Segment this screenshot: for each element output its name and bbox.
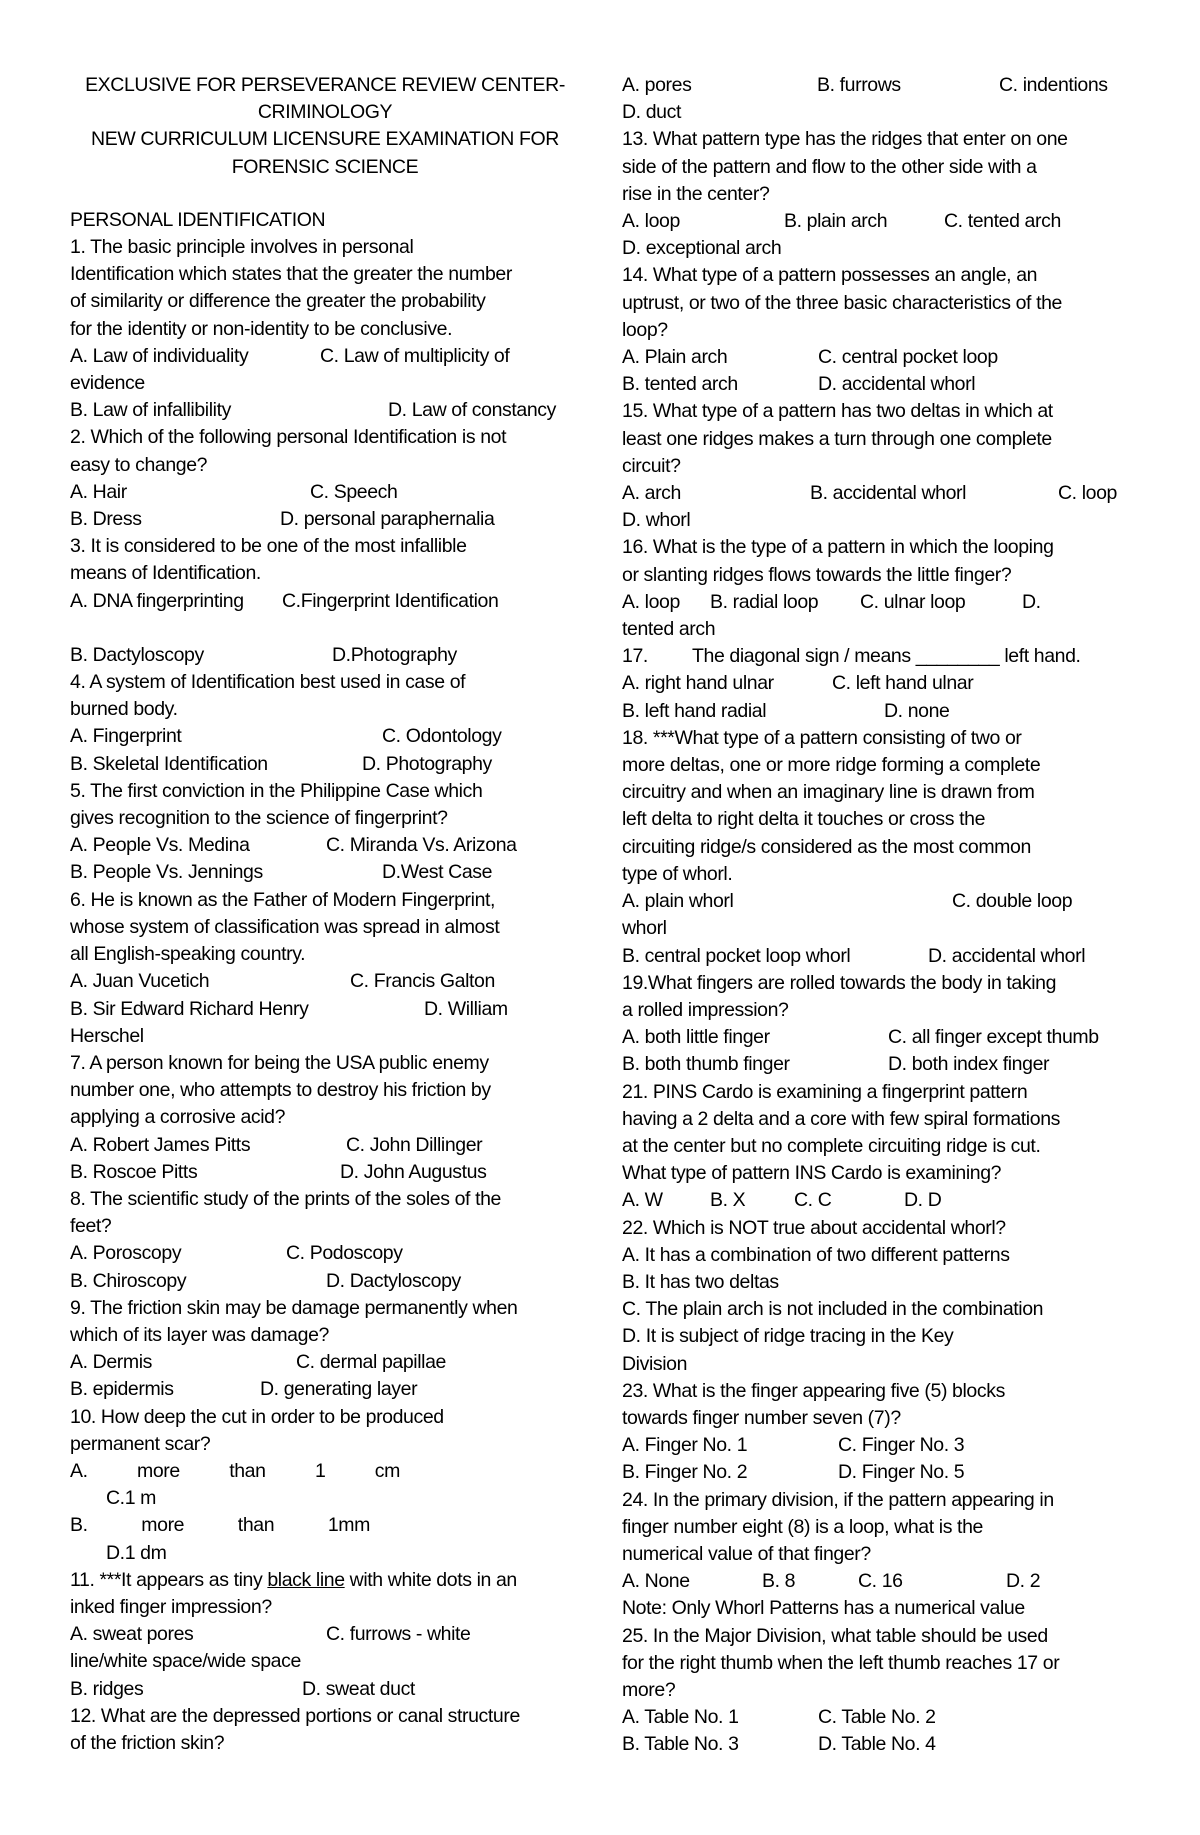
question-text: 12. What are the depressed portions or canal structure <box>70 1704 520 1727</box>
question-text: feet? <box>70 1215 112 1238</box>
choice-c: C. indentions <box>999 74 1108 96</box>
choice-a: A. Dermis <box>70 1351 152 1374</box>
choice-c: C. Law of multiplicity of <box>320 344 510 367</box>
question-text: 21. PINS Cardo is examining a fingerprint pattern <box>622 1080 1028 1103</box>
choice-a: A. DNA fingerprinting <box>70 589 244 612</box>
choice-b: B. central pocket loop whorl <box>622 944 851 967</box>
choice-word: 1mm <box>327 1514 370 1537</box>
question-text: means of Identification. <box>70 562 261 585</box>
question-11 <box>70 1567 580 1703</box>
question-25 <box>622 1623 1127 1759</box>
question-text: least one ridges makes a turn through one complete <box>622 427 1052 450</box>
choice-c: C.1 m <box>106 1487 157 1510</box>
question-text: 3. It is considered to be one of the most infallible <box>70 535 467 558</box>
question-text: 9. The friction skin may be damage permanently when <box>70 1296 518 1319</box>
choice-d: D. Photography <box>362 752 492 775</box>
choice-d: D. accidental whorl <box>818 373 976 396</box>
choice-b <box>70 1512 370 1539</box>
choice-c: C. Miranda Vs. Arizona <box>326 834 517 857</box>
question-text: 8. The scientific study of the prints of the soles of the <box>70 1187 502 1210</box>
choice-a: A. Juan Vucetich <box>70 970 210 993</box>
choice-a: A. Table No. 1 <box>622 1706 739 1729</box>
question-7 <box>70 1050 580 1186</box>
question-text: 18. ***What type of a pattern consisting of two or <box>622 726 1022 749</box>
question-text: The diagonal sign / means ________ left hand. <box>692 645 1081 668</box>
choice-d: D. generating layer <box>260 1378 418 1401</box>
choice-b: B. ridges <box>70 1677 144 1700</box>
question-text: inked finger impression? <box>70 1595 272 1618</box>
left-column <box>70 72 580 1757</box>
question-text: more deltas, one or more ridge forming a complete <box>622 754 1041 777</box>
choice-c: C. Table No. 2 <box>818 1706 936 1729</box>
header-line-4: FORENSIC SCIENCE <box>231 155 419 178</box>
question-text: side of the pattern and flow to the other side with a <box>622 155 1037 178</box>
question-text: 2. Which of the following personal Identification is not <box>70 426 507 449</box>
choice-c-continued: line/white space/wide space <box>70 1650 301 1673</box>
question-text: What type of pattern INS Cardo is examining? <box>622 1162 1002 1185</box>
question-text: easy to change? <box>70 453 208 476</box>
choice-word: cm <box>374 1459 400 1482</box>
question-text: at the center but no complete circuiting ridge is cut. <box>622 1134 1041 1157</box>
choice-a <box>70 1458 400 1485</box>
choice-word: more <box>137 1459 180 1482</box>
question-6 <box>70 887 580 1050</box>
choice-b: B. accidental whorl <box>810 482 967 505</box>
question-text: uptrust, or two of the three basic characteristics of the <box>622 291 1063 314</box>
question-12 <box>70 1703 580 1757</box>
choice-a: A. Law of individuality <box>70 344 249 367</box>
choice-a: A. both little finger <box>622 1026 770 1049</box>
question-text: 6. He is known as the Father of Modern Fingerprint, <box>70 888 496 911</box>
question-text: rise in the center? <box>622 182 770 205</box>
choice-letter: A. <box>70 1459 88 1482</box>
header-line-1: EXCLUSIVE FOR PERSEVERANCE REVIEW CENTER- <box>85 74 565 96</box>
question-text: 24. In the primary division, if the pattern appearing in <box>622 1488 1054 1511</box>
question-text: burned body. <box>70 698 178 721</box>
choice-d: D. Table No. 4 <box>818 1733 936 1756</box>
choice-d: D. personal paraphernalia <box>280 508 495 531</box>
choice-b: B. Skeletal Identification <box>70 752 268 775</box>
question-text: or slanting ridges flows towards the little finger? <box>622 563 1012 586</box>
choice-d: D. 2 <box>1006 1570 1041 1593</box>
choice-d: D. Law of constancy <box>388 399 556 422</box>
choice-a: A. Hair <box>70 480 127 503</box>
choice-d: D. William <box>424 997 508 1020</box>
choice-a-continued: whorl <box>622 917 667 940</box>
choice-word: than <box>237 1514 275 1537</box>
choice-c: C.Fingerprint Identification <box>282 589 499 612</box>
choice-d-continued: Division <box>622 1352 688 1375</box>
choice-b: B. Roscoe Pitts <box>70 1160 198 1183</box>
question-text: for the identity or non-identity to be conclusive. <box>70 317 453 340</box>
choice-c: C. dermal papillae <box>296 1351 446 1374</box>
choice-a: A. loop <box>622 590 680 613</box>
question-text: of the friction skin? <box>70 1731 225 1754</box>
choice-b: B. tented arch <box>622 373 738 396</box>
choice-b: B. Dress <box>70 508 142 531</box>
question-text-start: 11. ***It appears as tiny <box>70 1568 268 1591</box>
question-15 <box>622 398 1127 534</box>
question-14 <box>622 262 1127 398</box>
choice-a: A. Plain arch <box>622 346 728 369</box>
question-text: 7. A person known for being the USA public enemy <box>70 1051 489 1074</box>
choice-b: B. 8 <box>762 1570 796 1593</box>
choice-a: A. W <box>622 1189 663 1212</box>
question-text: 25. In the Major Division, what table should be used <box>622 1624 1048 1647</box>
choice-b: B. It has two deltas <box>622 1270 779 1293</box>
choice-a: A. pores <box>622 74 692 96</box>
choice-d: D. whorl <box>622 509 691 532</box>
question-text: finger number eight (8) is a loop, what is the <box>622 1515 983 1538</box>
choice-a: A. arch <box>622 482 681 505</box>
choice-d-continued: Herschel <box>70 1024 144 1047</box>
choice-d: D. It is subject of ridge tracing in the Key <box>622 1325 954 1348</box>
question-2 <box>70 424 580 533</box>
choice-d: D. John Augustus <box>340 1160 487 1183</box>
choice-c: C. Finger No. 3 <box>838 1434 965 1457</box>
choice-b: B. Finger No. 2 <box>622 1461 748 1484</box>
question-text: 14. What type of a pattern possesses an angle, an <box>622 264 1038 287</box>
question-text: left delta to right delta it touches or cross the <box>622 808 986 831</box>
choice-c: C. tented arch <box>944 210 1061 233</box>
choice-a: A. Finger No. 1 <box>622 1434 748 1457</box>
header-line-2: CRIMINOLOGY <box>257 101 393 124</box>
question-18 <box>622 725 1127 970</box>
question-text: permanent scar? <box>70 1432 211 1455</box>
choice-c: C. loop <box>1058 482 1117 505</box>
choice-a: A. None <box>622 1570 690 1593</box>
choice-c: C. Francis Galton <box>350 970 495 993</box>
question-text: of similarity or difference the greater the probability <box>70 290 486 313</box>
question-text: 16. What is the type of a pattern in which the looping <box>622 536 1054 559</box>
question-text: more? <box>622 1678 676 1701</box>
choice-c: C. furrows - white <box>326 1623 471 1646</box>
question-23 <box>622 1378 1127 1487</box>
question-text: loop? <box>622 318 668 341</box>
question-text: 13. What pattern type has the ridges that enter on one <box>622 128 1068 151</box>
choice-b: B. Law of infallibility <box>70 399 231 422</box>
question-text: 22. Which is NOT true about accidental whorl? <box>622 1216 1006 1239</box>
choice-a: A. plain whorl <box>622 890 734 913</box>
question-text: which of its layer was damage? <box>70 1323 329 1346</box>
choice-c: C. Speech <box>310 480 398 503</box>
question-text: towards finger number seven (7)? <box>622 1406 901 1429</box>
question-21 <box>622 1079 1127 1215</box>
choice-d: D. Finger No. 5 <box>838 1461 965 1484</box>
question-16 <box>622 534 1127 643</box>
choice-d: D. none <box>884 699 950 722</box>
question-text-end: with white dots in an <box>344 1568 517 1591</box>
question-3 <box>70 533 580 669</box>
question-text: 10. How deep the cut in order to be produced <box>70 1405 444 1428</box>
question-13 <box>622 126 1127 262</box>
choice-c: C. central pocket loop <box>818 346 998 369</box>
question-text: 23. What is the finger appearing five (5) blocks <box>622 1379 1005 1402</box>
choice-letter: B. <box>70 1514 88 1537</box>
choice-d: D.Photography <box>332 643 457 666</box>
choice-b: B. furrows <box>817 74 901 96</box>
answer-note: Note: Only Whorl Patterns has a numerical value <box>622 1597 1025 1620</box>
question-text: circuiting ridge/s considered as the most common <box>622 835 1031 858</box>
choice-a: A. Robert James Pitts <box>70 1133 251 1156</box>
choice-a: A. right hand ulnar <box>622 672 774 695</box>
choice-c: C. The plain arch is not included in the combination <box>622 1298 1044 1321</box>
question-text: 1. The basic principle involves in personal <box>70 236 414 259</box>
question-text: numerical value of that finger? <box>622 1542 871 1565</box>
question-text: a rolled impression? <box>622 998 789 1021</box>
choice-a: A. sweat pores <box>70 1623 194 1646</box>
choice-b: B. People Vs. Jennings <box>70 861 263 884</box>
choice-c: C. John Dillinger <box>346 1133 483 1156</box>
question-text: Identification which states that the greater the number <box>70 263 512 286</box>
choice-b: B. Sir Edward Richard Henry <box>70 997 309 1020</box>
question-9 <box>70 1295 580 1404</box>
question-text: gives recognition to the science of fingerprint? <box>70 807 448 830</box>
question-text: 5. The first conviction in the Philippine Case which <box>70 779 483 802</box>
question-12-choices <box>622 72 1127 126</box>
choice-d: D. <box>1022 590 1041 613</box>
question-text: applying a corrosive acid? <box>70 1106 286 1129</box>
choice-word: 1 <box>314 1459 326 1482</box>
choice-d: D.West Case <box>382 861 493 884</box>
question-text: whose system of classification was spread in almost <box>70 915 500 938</box>
choice-b: B. radial loop <box>710 590 819 613</box>
header-line-3: NEW CURRICULUM LICENSURE EXAMINATION FOR <box>91 128 559 151</box>
section-title: PERSONAL IDENTIFICATION <box>70 208 326 231</box>
choice-b: B. Chiroscopy <box>70 1269 187 1292</box>
choice-d: D. both index finger <box>888 1053 1050 1076</box>
question-text: all English-speaking country. <box>70 943 306 966</box>
choice-word: more <box>141 1514 185 1537</box>
document-header <box>70 72 580 181</box>
question-text: circuit? <box>622 454 681 477</box>
choice-word: than <box>229 1459 266 1482</box>
choice-d: D. D <box>904 1189 942 1212</box>
choice-c: C. double loop <box>952 890 1073 913</box>
choice-a: A. People Vs. Medina <box>70 834 250 857</box>
choice-c-continued: evidence <box>70 372 145 395</box>
question-19 <box>622 970 1127 1079</box>
question-17 <box>622 643 1127 725</box>
choice-d: D.1 dm <box>106 1541 167 1564</box>
underlined-term: black line <box>267 1568 345 1591</box>
question-text: 19.What fingers are rolled towards the body in taking <box>622 971 1057 994</box>
choice-d: D. accidental whorl <box>928 944 1086 967</box>
question-5 <box>70 778 580 887</box>
choice-c: C. Podoscopy <box>286 1242 403 1265</box>
choice-d: D. sweat duct <box>302 1677 415 1700</box>
question-text: circuitry and when an imaginary line is drawn from <box>622 781 1035 804</box>
choice-d: D. duct <box>622 101 681 124</box>
question-22 <box>622 1215 1127 1378</box>
question-1 <box>70 234 580 424</box>
question-8 <box>70 1186 580 1295</box>
choice-a: A. Poroscopy <box>70 1242 182 1265</box>
right-column <box>622 72 1127 1759</box>
question-24 <box>622 1487 1127 1623</box>
choice-c: C. C <box>794 1189 832 1212</box>
choice-b: B. X <box>710 1189 746 1212</box>
question-number: 17. <box>622 645 648 668</box>
choice-d: D. exceptional arch <box>622 237 782 260</box>
choice-c: C. 16 <box>858 1570 903 1593</box>
question-4 <box>70 669 580 778</box>
question-text: 4. A system of Identification best used in case of <box>70 671 466 694</box>
question-text <box>70 1567 580 1594</box>
question-text: 15. What type of a pattern has two deltas in which at <box>622 400 1053 423</box>
choice-b: B. Table No. 3 <box>622 1733 739 1756</box>
choice-b: B. both thumb finger <box>622 1053 790 1076</box>
choice-c: C. all finger except thumb <box>888 1026 1099 1049</box>
choice-b: B. plain arch <box>784 210 888 233</box>
choice-d-continued: tented arch <box>622 618 716 641</box>
choice-d: D. Dactyloscopy <box>326 1269 461 1292</box>
question-text: type of whorl. <box>622 862 733 885</box>
choice-a: A. loop <box>622 210 680 233</box>
question-text: number one, who attempts to destroy his friction by <box>70 1079 491 1102</box>
question-text: having a 2 delta and a core with few spiral formations <box>622 1107 1060 1130</box>
question-10 <box>70 1404 580 1567</box>
choice-c: C. Odontology <box>382 725 502 748</box>
choice-c: C. ulnar loop <box>860 590 966 613</box>
choice-a: A. It has a combination of two different patterns <box>622 1243 1010 1266</box>
choice-a: A. Fingerprint <box>70 725 182 748</box>
choice-b: B. Dactyloscopy <box>70 643 204 666</box>
choice-b: B. epidermis <box>70 1378 174 1401</box>
choice-c: C. left hand ulnar <box>832 672 974 695</box>
choice-b: B. left hand radial <box>622 699 767 722</box>
question-text: for the right thumb when the left thumb reaches 17 or <box>622 1651 1060 1674</box>
